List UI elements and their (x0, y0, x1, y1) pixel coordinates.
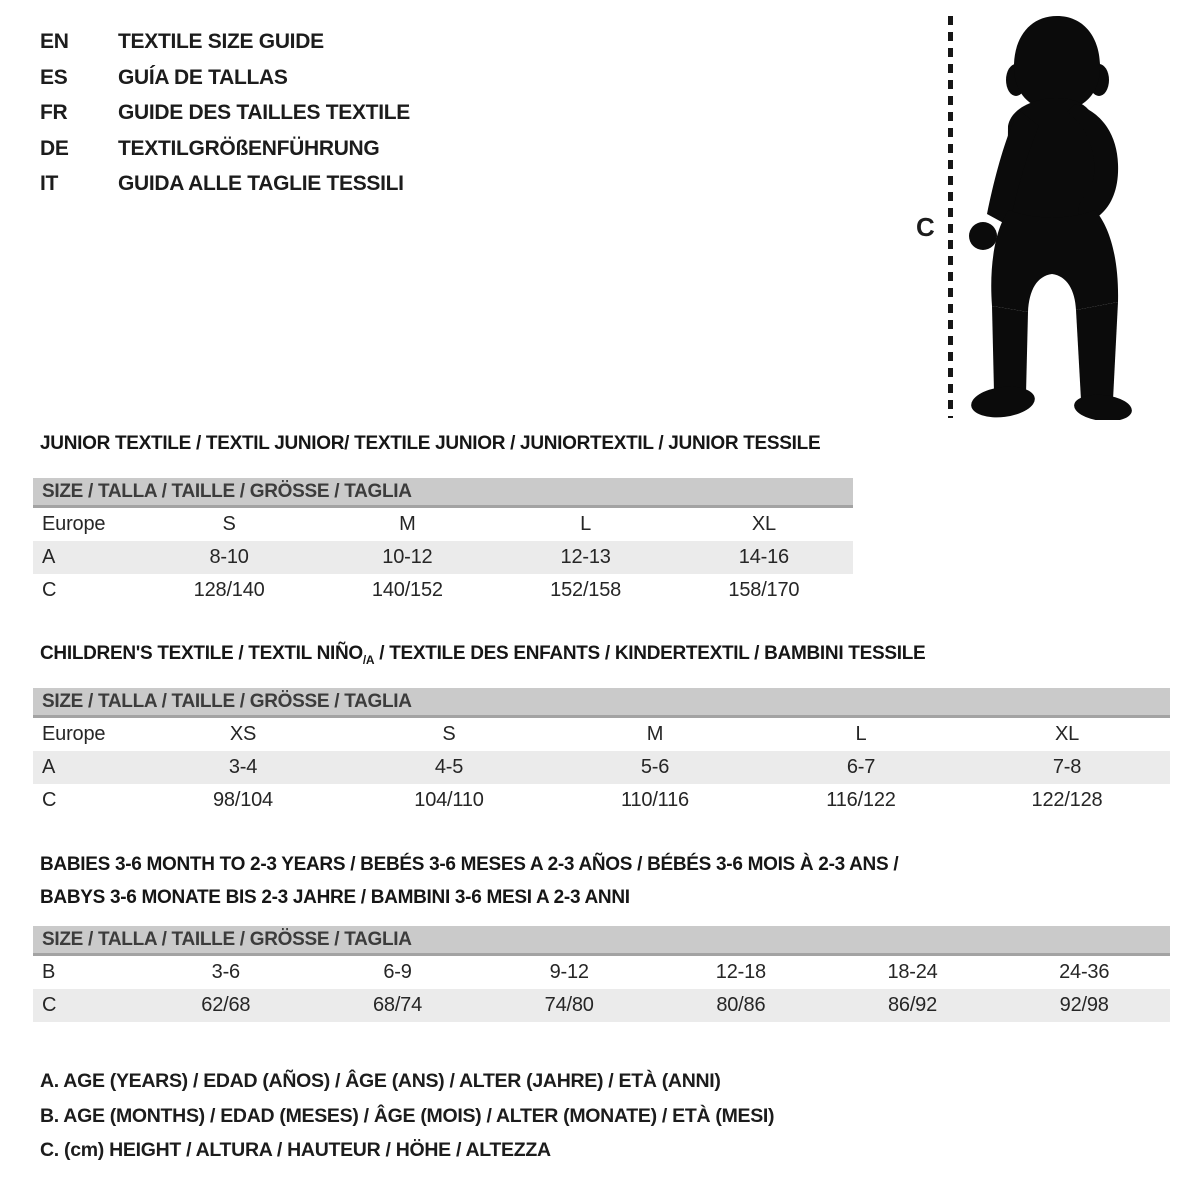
language-row-fr (40, 95, 410, 131)
children-size-table (33, 688, 1170, 817)
table-row-height (33, 574, 853, 607)
height-measure-dashed-line (948, 16, 953, 418)
size-cell: XL (1054, 723, 1080, 745)
age-cell: 12-13 (560, 546, 611, 568)
children-section-title (40, 643, 925, 667)
size-cell: S (222, 513, 236, 535)
age-cell: 24-36 (1059, 961, 1110, 983)
age-cell: 12-18 (715, 961, 766, 983)
age-cell: 18-24 (887, 961, 938, 983)
size-cell: S (442, 723, 456, 745)
size-header-bar: SIZE / TALLA / TAILLE / GRÖSSE / TAGLIA (33, 926, 1170, 956)
size-header-bar: SIZE / TALLA / TAILLE / GRÖSSE / TAGLIA (33, 688, 1170, 718)
toddler-silhouette (963, 14, 1141, 420)
size-cell: M (399, 513, 416, 535)
babies-title-line1: BABIES 3-6 MONTH TO 2-3 YEARS / BEBÉS 3-6 MESES A 2-3 AÑOS / BÉBÉS 3-6 MOIS À 2-3 ANS / (40, 854, 899, 875)
language-title-list (40, 24, 410, 202)
size-cell: L (580, 513, 592, 535)
size-header-bar: SIZE / TALLA / TAILLE / GRÖSSE / TAGLIA (33, 478, 853, 508)
row-label: A (42, 546, 56, 568)
language-row-en (40, 24, 410, 60)
language-row-es (40, 60, 410, 96)
language-row-de (40, 131, 410, 167)
row-label: A (42, 756, 56, 778)
language-code: ES (40, 65, 68, 89)
legend-age-months: B. AGE (MONTHS) / EDAD (MESES) / ÂGE (MOIS) / ALTER (MONATE) / ETÀ (MESI) (40, 1104, 775, 1127)
height-cell: 116/122 (826, 789, 896, 811)
language-code: DE (40, 136, 69, 160)
age-cell: 6-9 (383, 961, 412, 983)
babies-section-title (40, 848, 898, 914)
table-row-europe (33, 508, 853, 541)
table-row-age-months (33, 956, 1170, 989)
guide-title-de: TEXTILGRÖßENFÜHRUNG (118, 136, 380, 160)
size-cell: XS (229, 723, 257, 745)
junior-section-title: JUNIOR TEXTILE / TEXTIL JUNIOR/ TEXTILE JUNIOR / JUNIORTEXTIL / JUNIOR TESSILE (40, 433, 821, 454)
measurement-legend (40, 1064, 774, 1168)
age-cell: 3-6 (211, 961, 240, 983)
children-title-post: / TEXTILE DES ENFANTS / KINDERTEXTIL / BAMBINI TESSILE (374, 643, 926, 664)
height-cell: 92/98 (1059, 994, 1109, 1016)
language-code: FR (40, 101, 68, 124)
age-cell: 7-8 (1052, 756, 1082, 778)
table-row-height (33, 989, 1170, 1022)
legend-height: C. (cm) HEIGHT / ALTURA / HAUTEUR / HÖHE / ALTEZZA (40, 1139, 551, 1162)
row-label: C (42, 789, 57, 811)
language-code: IT (40, 172, 59, 195)
size-cell: XL (751, 513, 776, 535)
size-cell: M (646, 723, 664, 745)
height-cell: 140/152 (371, 579, 443, 601)
height-cell: 98/104 (213, 789, 273, 811)
row-label: B (42, 961, 56, 983)
guide-title-fr: GUIDE DES TAILLES TEXTILE (118, 101, 410, 124)
height-cell: 128/140 (193, 579, 265, 601)
size-cell: L (855, 723, 867, 745)
row-label: Europe (42, 513, 106, 535)
table-row-height (33, 784, 1170, 817)
age-cell: 9-12 (549, 961, 589, 983)
age-cell: 8-10 (209, 546, 249, 568)
guide-title-it: GUIDA ALLE TAGLIE TESSILI (118, 172, 404, 195)
language-code: EN (40, 30, 69, 53)
age-cell: 3-4 (228, 756, 258, 778)
guide-title-en: TEXTILE SIZE GUIDE (118, 30, 324, 53)
age-cell: 4-5 (434, 756, 464, 778)
age-cell: 5-6 (640, 756, 670, 778)
guide-title-es: GUÍA DE TALLAS (118, 65, 288, 89)
age-cell: 10-12 (382, 546, 433, 568)
height-cell: 104/110 (414, 789, 484, 811)
row-label: C (42, 579, 57, 601)
row-label: Europe (42, 723, 106, 745)
age-cell: 14-16 (738, 546, 789, 568)
language-row-it (40, 166, 410, 202)
height-cell: 80/86 (716, 994, 766, 1016)
height-cell: 68/74 (372, 994, 423, 1016)
height-cell: 158/170 (728, 579, 800, 601)
junior-size-table (33, 478, 853, 607)
table-row-age-years (33, 751, 1170, 784)
children-title-pre: CHILDREN'S TEXTILE / TEXTIL NIÑO (40, 643, 363, 664)
height-cell: 110/116 (621, 789, 689, 811)
height-measure-label: C (916, 212, 935, 242)
height-cell: 86/92 (887, 994, 938, 1016)
height-cell: 74/80 (544, 994, 594, 1016)
age-cell: 6-7 (846, 756, 876, 778)
row-label: C (42, 994, 57, 1016)
height-cell: 122/128 (1031, 789, 1103, 811)
babies-size-table (33, 926, 1170, 1022)
babies-title-line2: BABYS 3-6 MONATE BIS 2-3 JAHRE / BAMBINI 3-6 MESI A 2-3 ANNI (40, 887, 630, 908)
table-row-europe (33, 718, 1170, 751)
legend-age-years: A. AGE (YEARS) / EDAD (AÑOS) / ÂGE (ANS) / ALTER (JAHRE) / ETÀ (ANNI) (40, 1070, 721, 1092)
table-row-age-years (33, 541, 853, 574)
children-title-sub: /A (362, 652, 375, 667)
height-cell: 62/68 (201, 994, 251, 1016)
height-cell: 152/158 (550, 579, 622, 601)
